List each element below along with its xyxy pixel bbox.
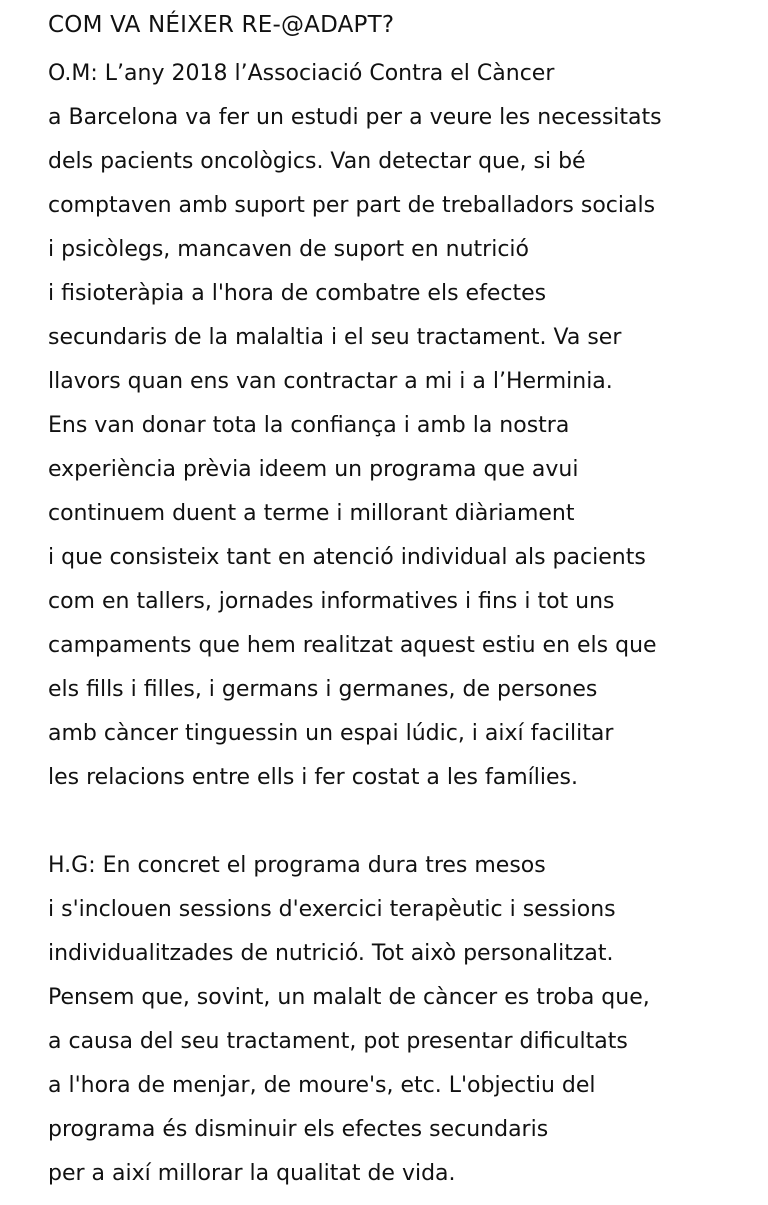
text-line: com en tallers, jornades informatives i fins i tot uns [48,589,615,614]
text-line: per a així millorar la qualitat de vida. [48,1161,456,1186]
article-title: COM VA NÉIXER RE-@ADAPT? [48,12,395,38]
text-line: experiència prèvia ideem un programa que avui [48,457,579,482]
paragraph-om [48,52,748,800]
text-line: les relacions entre ells i fer costat a les famílies. [48,765,578,790]
text-line: campaments que hem realitzat aquest estiu en els que [48,633,657,658]
text-line: individualitzades de nutrició. Tot això personalitzat. [48,941,614,966]
text-line: programa és disminuir els efectes secundaris [48,1117,549,1142]
text-line: i s'inclouen sessions d'exercici terapèutic i sessions [48,897,616,922]
text-line: H.G: En concret el programa dura tres mesos [48,853,546,878]
text-line: a causa del seu tractament, pot presentar dificultats [48,1029,628,1054]
paragraph-spacer [48,800,748,844]
text-line: O.M: L’any 2018 l’Associació Contra el Càncer [48,61,555,86]
text-line: els fills i filles, i germans i germanes, de persones [48,677,598,702]
text-line: dels pacients oncològics. Van detectar que, si bé [48,149,586,174]
text-line: i que consisteix tant en atenció individual als pacients [48,545,646,570]
paragraph-hg [48,844,748,1196]
text-line: i psicòlegs, mancaven de suport en nutrició [48,237,529,262]
article [48,8,748,1196]
text-line: amb càncer tinguessin un espai lúdic, i així facilitar [48,721,614,746]
text-line: Pensem que, sovint, un malalt de càncer es troba que, [48,985,650,1010]
text-line: Ens van donar tota la confiança i amb la nostra [48,413,570,438]
text-line: continuem duent a terme i millorant diàriament [48,501,575,526]
text-line: a Barcelona va fer un estudi per a veure les necessitats [48,105,662,130]
text-line: i fisioteràpia a l'hora de combatre els efectes [48,281,547,306]
text-line: secundaris de la malaltia i el seu tractament. Va ser [48,325,622,350]
text-line: llavors quan ens van contractar a mi i a l’Herminia. [48,369,613,394]
text-line: comptaven amb suport per part de treballadors socials [48,193,656,218]
text-line: a l'hora de menjar, de moure's, etc. L'objectiu del [48,1073,596,1098]
